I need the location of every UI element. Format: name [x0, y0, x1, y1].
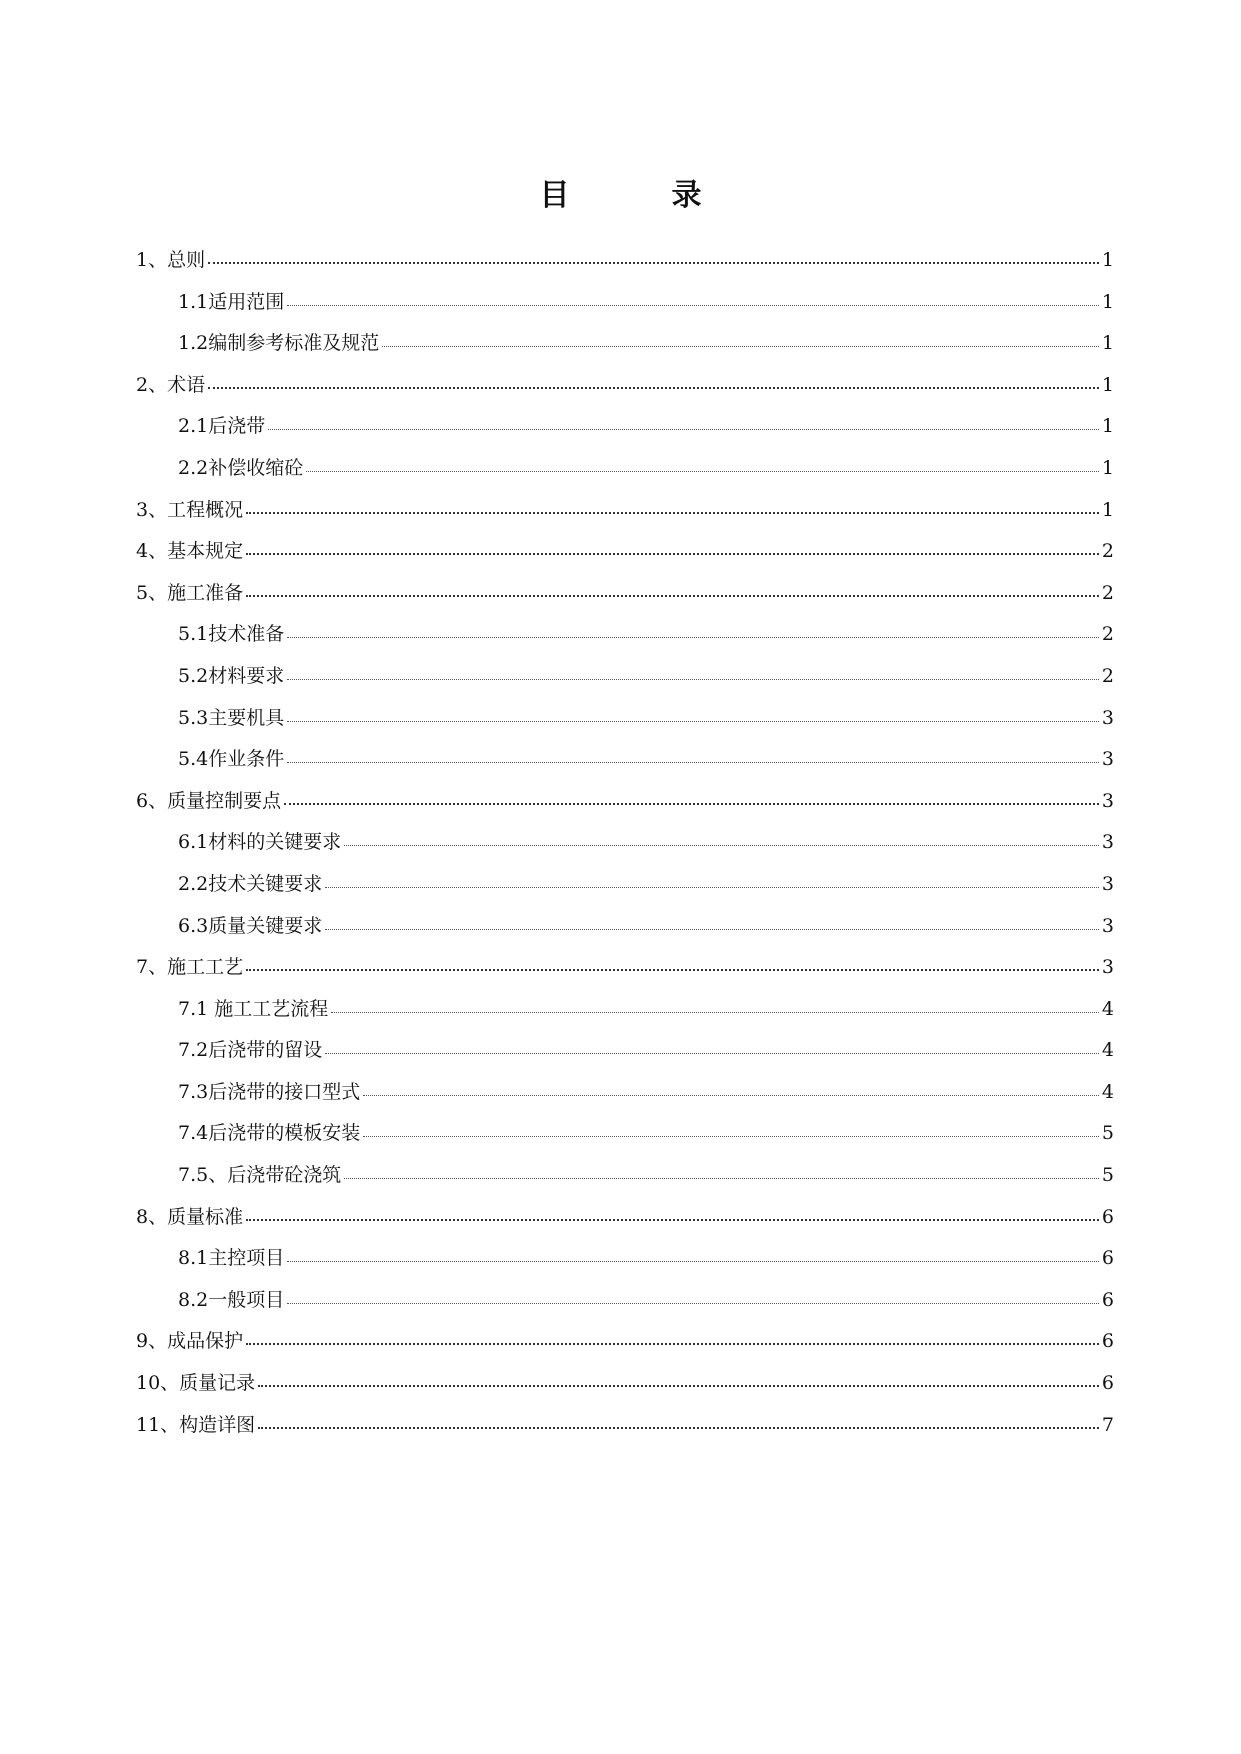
toc-entry-page-number: 1: [1101, 332, 1114, 355]
toc-entry-page-number: 4: [1101, 1039, 1114, 1062]
toc-entry[interactable]: [136, 411, 1114, 453]
toc-entry-page-number: 5: [1101, 1122, 1114, 1145]
toc-entry-page-number: 7: [1101, 1413, 1114, 1436]
toc-entry-page-number: 3: [1101, 748, 1114, 771]
toc-entry[interactable]: [136, 578, 1114, 620]
toc-entry[interactable]: [136, 453, 1114, 495]
dot-leader: [325, 928, 1099, 930]
toc-entry[interactable]: [136, 1118, 1114, 1160]
toc-entry-label: 8.2一般项目: [178, 1288, 285, 1311]
dot-leader: [382, 345, 1099, 347]
toc-entry-page-number: 3: [1101, 956, 1114, 979]
toc-entry-label: 5.1技术准备: [178, 623, 285, 646]
toc-entry-page-number: 3: [1101, 831, 1114, 854]
toc-entry-label: 6、质量控制要点: [136, 789, 282, 812]
dot-leader: [325, 1052, 1099, 1054]
toc-entry-label: 5.4作业条件: [178, 748, 285, 771]
toc-entry-label: 1.2编制参考标准及规范: [178, 332, 380, 355]
toc-entry-label: 7.2后浇带的留设: [178, 1039, 323, 1062]
toc-entry-page-number: 3: [1101, 914, 1114, 937]
toc-entry[interactable]: [136, 1077, 1114, 1119]
dot-leader: [287, 678, 1099, 680]
toc-entry[interactable]: [136, 1035, 1114, 1077]
toc-entry[interactable]: [136, 1326, 1114, 1368]
dot-leader: [344, 844, 1099, 846]
dot-leader: [208, 386, 1099, 389]
toc-entry[interactable]: [136, 245, 1114, 287]
toc-entry-page-number: 5: [1101, 1164, 1114, 1187]
toc-entry[interactable]: [136, 1243, 1114, 1285]
table-of-contents: [136, 245, 1114, 1451]
toc-entry-page-number: 2: [1101, 623, 1114, 646]
toc-entry[interactable]: [136, 744, 1114, 786]
toc-entry[interactable]: [136, 1368, 1114, 1410]
toc-entry-label: 2.1后浇带: [178, 415, 266, 438]
toc-entry-label: 3、工程概况: [136, 498, 244, 521]
toc-entry-page-number: 4: [1101, 1080, 1114, 1103]
toc-entry-label: 10、质量记录: [136, 1372, 256, 1395]
toc-entry[interactable]: [136, 1202, 1114, 1244]
toc-entry-label: 6.3质量关键要求: [178, 914, 323, 937]
dot-leader: [258, 1426, 1099, 1429]
toc-entry[interactable]: [136, 287, 1114, 329]
toc-entry-page-number: 6: [1101, 1330, 1114, 1353]
toc-entry-label: 1、总则: [136, 249, 206, 271]
toc-entry[interactable]: [136, 911, 1114, 953]
toc-entry-label: 5.2材料要求: [178, 664, 285, 687]
toc-entry-label: 7.4后浇带的模板安装: [178, 1122, 361, 1145]
toc-entry-label: 8、质量标准: [136, 1205, 244, 1228]
toc-entry-page-number: 6: [1101, 1247, 1114, 1270]
toc-entry-label: 8.1主控项目: [178, 1247, 285, 1270]
toc-entry-label: 7.3后浇带的接口型式: [178, 1080, 361, 1103]
toc-entry[interactable]: [136, 495, 1114, 537]
dot-leader: [287, 636, 1099, 638]
toc-entry-label: 9、成品保护: [136, 1330, 244, 1353]
toc-entry-page-number: 3: [1101, 706, 1114, 729]
toc-entry[interactable]: [136, 328, 1114, 370]
toc-entry[interactable]: [136, 786, 1114, 828]
toc-entry-page-number: 2: [1101, 581, 1114, 604]
dot-leader: [287, 720, 1099, 722]
toc-entry-page-number: 6: [1101, 1205, 1114, 1228]
dot-leader: [344, 1177, 1099, 1179]
dot-leader: [287, 304, 1099, 306]
toc-entry[interactable]: [136, 827, 1114, 869]
dot-leader: [268, 428, 1099, 430]
toc-entry-page-number: 1: [1101, 456, 1114, 479]
toc-entry-page-number: 1: [1101, 290, 1114, 313]
toc-entry-label: 11、构造详图: [136, 1413, 256, 1436]
dot-leader: [287, 1260, 1099, 1262]
page-title: 目 录: [539, 178, 738, 213]
dot-leader: [306, 470, 1099, 472]
toc-entry-label: 1.1适用范围: [178, 290, 285, 313]
toc-entry[interactable]: [136, 1410, 1114, 1452]
toc-entry-page-number: 6: [1101, 1288, 1114, 1311]
toc-entry-label: 5、施工准备: [136, 581, 244, 604]
toc-entry-label: 2.2补偿收缩砼: [178, 456, 304, 479]
toc-entry-page-number: 3: [1101, 872, 1114, 895]
toc-entry[interactable]: [136, 703, 1114, 745]
toc-entry[interactable]: [136, 952, 1114, 994]
toc-entry-page-number: 1: [1101, 498, 1114, 521]
toc-entry-page-number: 6: [1101, 1372, 1114, 1395]
dot-leader: [246, 552, 1099, 555]
toc-entry[interactable]: [136, 1160, 1114, 1202]
toc-entry-label: 7、施工工艺: [136, 956, 244, 979]
toc-entry-page-number: 1: [1101, 373, 1114, 396]
toc-entry-page-number: 1: [1101, 415, 1114, 438]
toc-entry[interactable]: [136, 661, 1114, 703]
dot-leader: [363, 1135, 1099, 1137]
toc-entry-page-number: 2: [1101, 540, 1114, 563]
dot-leader: [246, 1342, 1099, 1345]
toc-entry-label: 5.3主要机具: [178, 706, 285, 729]
toc-entry-label: 7.5、后浇带砼浇筑: [178, 1164, 342, 1187]
toc-entry[interactable]: [136, 869, 1114, 911]
dot-leader: [246, 1218, 1099, 1221]
dot-leader: [287, 1302, 1099, 1304]
dot-leader: [325, 886, 1099, 888]
dot-leader: [246, 968, 1099, 971]
toc-entry-page-number: 1: [1101, 249, 1114, 271]
dot-leader: [208, 261, 1099, 264]
dot-leader: [363, 1094, 1099, 1096]
toc-entry-label: 6.1材料的关键要求: [178, 831, 342, 854]
toc-entry[interactable]: [136, 536, 1114, 578]
dot-leader: [284, 802, 1099, 805]
toc-entry-page-number: 4: [1101, 997, 1114, 1020]
toc-entry-page-number: 2: [1101, 664, 1114, 687]
dot-leader: [246, 511, 1099, 514]
toc-entry-label: 2.2技术关键要求: [178, 872, 323, 895]
toc-entry-label: 4、基本规定: [136, 540, 244, 563]
toc-entry-label: 7.1 施工工艺流程: [178, 997, 329, 1020]
dot-leader: [287, 761, 1099, 763]
toc-entry-label: 2、术语: [136, 373, 206, 396]
toc-entry[interactable]: [136, 619, 1114, 661]
dot-leader: [258, 1384, 1099, 1387]
toc-entry[interactable]: [136, 994, 1114, 1036]
dot-leader: [246, 594, 1099, 597]
toc-entry[interactable]: [136, 370, 1114, 412]
dot-leader: [331, 1011, 1099, 1013]
toc-entry-page-number: 3: [1101, 789, 1114, 812]
toc-entry[interactable]: [136, 1285, 1114, 1327]
